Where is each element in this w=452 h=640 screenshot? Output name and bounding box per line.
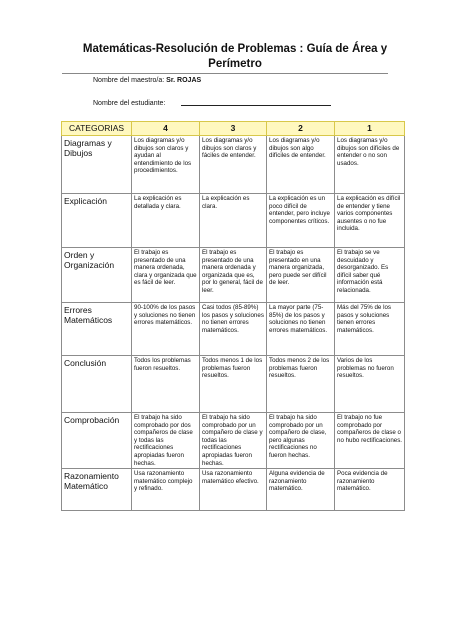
student-name-blank [181,105,331,106]
criterion-orden: Orden y Organización [62,248,132,303]
rubric-header-row [62,122,405,136]
table-cell: Casi todos (85-89%) los pasos y soluciones no tienen errores matemáticos. [200,303,267,356]
table-cell: La explicación es difícil de entender y tiene varios componentes ausentes o no fue incluida. [335,194,405,248]
table-cell: Los diagramas y/o dibujos son difíciles de entender o no son usados. [335,136,405,194]
student-label: Nombre del estudiante: [93,100,166,107]
teacher-label: Nombre del maestro/a: [93,77,165,84]
table-cell: Más del 75% de los pasos y soluciones tienen errores matemáticos. [335,303,405,356]
table-row [62,413,405,469]
table-cell: El trabajo es presentado de una manera ordenada y organizada que es, por lo general, fácil de leer. [200,248,267,303]
criterion-diagramas: Diagramas y Dibujos [62,136,132,194]
table-row [62,469,405,511]
teacher-name: Sr. ROJAS [166,77,202,84]
table-cell: Todos menos 1 de los problemas fueron resueltos. [200,356,267,413]
header-score-4: 4 [132,122,200,136]
header-score-1: 1 [335,122,405,136]
page-title: Matemáticas-Resolución de Problemas : Guía de Área y Perímetro [82,43,388,70]
header-score-2: 2 [267,122,335,136]
table-cell: Usa razonamiento matemático complejo y refinado. [132,469,200,511]
table-cell: Todos los problemas fueron resueltos. [132,356,200,413]
table-cell: La explicación es un poco difícil de entender, pero incluye componentes críticos. [267,194,335,248]
table-cell: El trabajo se ve descuidado y desorganizado. Es difícil saber qué información está relacionada. [335,248,405,303]
table-cell: Los diagramas y/o dibujos son claros y fáciles de entender. [200,136,267,194]
criterion-conclusion: Conclusión [62,356,132,413]
table-cell: Todos menos 2 de los problemas fueron resueltos. [267,356,335,413]
table-row [62,356,405,413]
student-line [93,100,331,107]
table-cell: Usa razonamiento matemático efectivo. [200,469,267,511]
table-cell: El trabajo ha sido comprobado por un compañero de clase y todas las rectificaciones apropiadas fueron hechas. [200,413,267,469]
criterion-comprobacion: Comprobación [62,413,132,469]
title-divider [62,73,388,74]
criterion-errores: Errores Matemáticos [62,303,132,356]
table-cell: La explicación es detallada y clara. [132,194,200,248]
table-cell: Alguna evidencia de razonamiento matemático. [267,469,335,511]
table-row [62,303,405,356]
header-categorias: CATEGORIAS [62,122,132,136]
table-cell: El trabajo es presentado de una manera ordenada, clara y organizada que es fácil de leer. [132,248,200,303]
table-cell: El trabajo ha sido comprobado por un compañero de clase, pero algunas rectificaciones no fueron hechas. [267,413,335,469]
table-row [62,194,405,248]
teacher-line [93,77,201,84]
table-cell: La explicación es clara. [200,194,267,248]
table-row [62,136,405,194]
table-cell: El trabajo ha sido comprobado por dos compañeros de clase y todas las rectificaciones apropiadas fueron hechas. [132,413,200,469]
criterion-explicacion: Explicación [62,194,132,248]
table-cell: La mayor parte (75-85%) de los pasos y soluciones no tienen errores matemáticos. [267,303,335,356]
table-cell: Poca evidencia de razonamiento matemático. [335,469,405,511]
table-row [62,248,405,303]
table-cell: Los diagramas y/o dibujos son algo difíciles de entender. [267,136,335,194]
rubric-table [61,121,405,511]
table-cell: Varios de los problemas no fueron resueltos. [335,356,405,413]
table-cell: El trabajo no fue comprobado por compañeros de clase o no hubo rectificaciones. [335,413,405,469]
header-score-3: 3 [200,122,267,136]
table-cell: El trabajo es presentado en una manera organizada, pero puede ser difícil de leer. [267,248,335,303]
table-cell: 90-100% de los pasos y soluciones no tienen errores matemáticos. [132,303,200,356]
criterion-razonamiento: Razonamiento Matemático [62,469,132,511]
table-cell: Los diagramas y/o dibujos son claros y ayudan al entendimiento de los procedimientos. [132,136,200,194]
